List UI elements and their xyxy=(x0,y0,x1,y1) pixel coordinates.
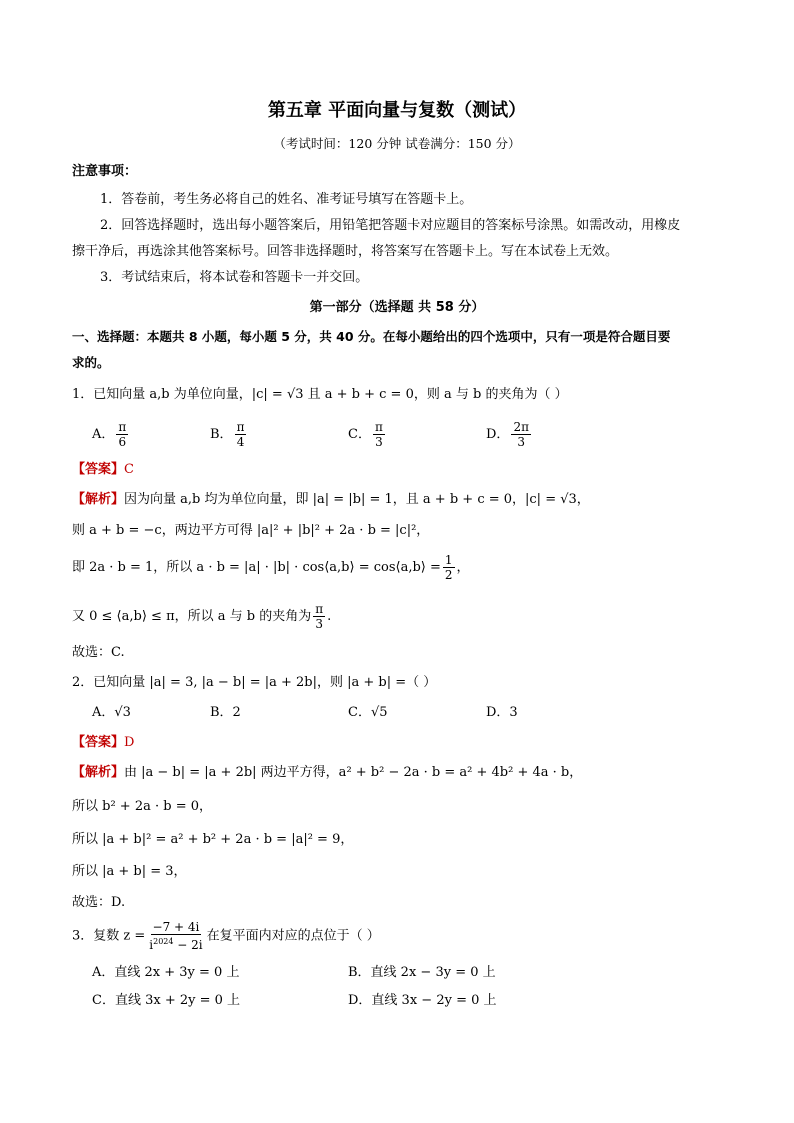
page-title: 第五章 平面向量与复数（测试） xyxy=(267,100,527,121)
question-3-option-b: B．直线 2x − 3y = 0 上 xyxy=(348,965,496,980)
question-2-stem: 2．已知向量 |a| = 3, |a − b| = |a + 2b|，则 |a + b| =（ ） xyxy=(72,675,437,690)
question-3-option-a: A．直线 2x + 3y = 0 上 xyxy=(92,965,240,980)
question-1-option-d: D． $\frac{2\pi}{3}$ xyxy=(486,420,529,449)
question-3-option-c: C．直线 3x + 2y = 0 上 xyxy=(92,993,241,1008)
notice-item: 擦干净后，再选涂其他答案标号。回答非选择题时，将答案写在答题卡上。写在本试卷上无效。 xyxy=(72,244,619,259)
notice-heading: 注意事项： xyxy=(72,164,138,179)
question-1-analysis: 【解析】因为向量 a,b 均为单位向量，即 |a| = |b| = 1，且 a + b + c = 0，|c| = √3， xyxy=(72,492,590,507)
notice-item: 3．考试结束后，将本试卷和答题卡一并交回。 xyxy=(100,270,369,285)
question-1-option-a: A． $\frac{\pi}{6}$ xyxy=(92,420,127,449)
question-1-analysis-line: 即 2a · b = 1，所以 a · b = |a| · |b| · cos⟨a,b⟩ = cos⟨a,b⟩ = $\frac{1}{2}$ ， xyxy=(72,553,470,582)
question-2-analysis-line: 所以 b² + 2a · b = 0， xyxy=(72,799,212,814)
question-2-analysis-line: 所以 |a + b|² = a² + b² + 2a · b = |a|² = 9， xyxy=(72,832,354,847)
question-1-analysis-line: 又 0 ≤ ⟨a,b⟩ ≤ π，所以 a 与 b 的夹角为 $\frac{\pi}{3}$ . xyxy=(72,602,332,631)
question-1-answer: 【答案】C xyxy=(72,462,134,477)
question-3-option-d: D．直线 3x − 2y = 0 上 xyxy=(348,993,497,1008)
part-heading: 第一部分（选择题 共 58 分） xyxy=(309,300,485,315)
question-3-stem: 3．复数 z = $\frac{-7 + 4i}{i^{2024} - 2i}$ 在复平面内对应的点位于（ ） xyxy=(72,920,380,952)
question-2-option-d: D．3 xyxy=(486,705,518,720)
section-instructions: 求的。 xyxy=(72,355,110,370)
question-1-stem: 1．已知向量 a,b 为单位向量，|c| = √3 且 a + b + c = 0，则 a 与 b 的夹角为（ ） xyxy=(72,387,568,402)
notice-item: 2．回答选择题时，选出每小题答案后，用铅笔把答题卡对应题目的答案标号涂黑。如需改动，用橡皮 xyxy=(100,218,681,233)
question-2-option-b: B．2 xyxy=(210,705,241,720)
question-2-answer: 【答案】D xyxy=(72,735,135,750)
exam-info: （考试时间：120 分钟 试卷满分：150 分） xyxy=(273,136,521,151)
notice-item: 1．答卷前，考生务必将自己的姓名、准考证号填写在答题卡上。 xyxy=(100,192,473,207)
question-2-option-c: C．√5 xyxy=(348,705,388,720)
section-instructions: 一、选择题：本题共 8 小题，每小题 5 分，共 40 分。在每小题给出的四个选项中，只有一项是符合题目要 xyxy=(72,329,671,344)
question-2-analysis: 【解析】由 |a − b| = |a + 2b| 两边平方得，a² + b² − 2a · b = a² + 4b² + 4a · b， xyxy=(72,765,583,780)
question-1-analysis-line: 则 a + b = −c，两边平方可得 |a|² + |b|² + 2a · b = |c|²， xyxy=(72,523,430,538)
question-1-option-c: C． $\frac{\pi}{3}$ xyxy=(348,420,383,449)
question-1-choose: 故选：C. xyxy=(72,645,125,660)
question-2-option-a: A．√3 xyxy=(92,705,131,720)
question-2-analysis-line: 所以 |a + b| = 3， xyxy=(72,864,187,879)
question-1-option-b: B． $\frac{\pi}{4}$ xyxy=(210,420,245,449)
question-2-choose: 故选：D. xyxy=(72,895,126,910)
